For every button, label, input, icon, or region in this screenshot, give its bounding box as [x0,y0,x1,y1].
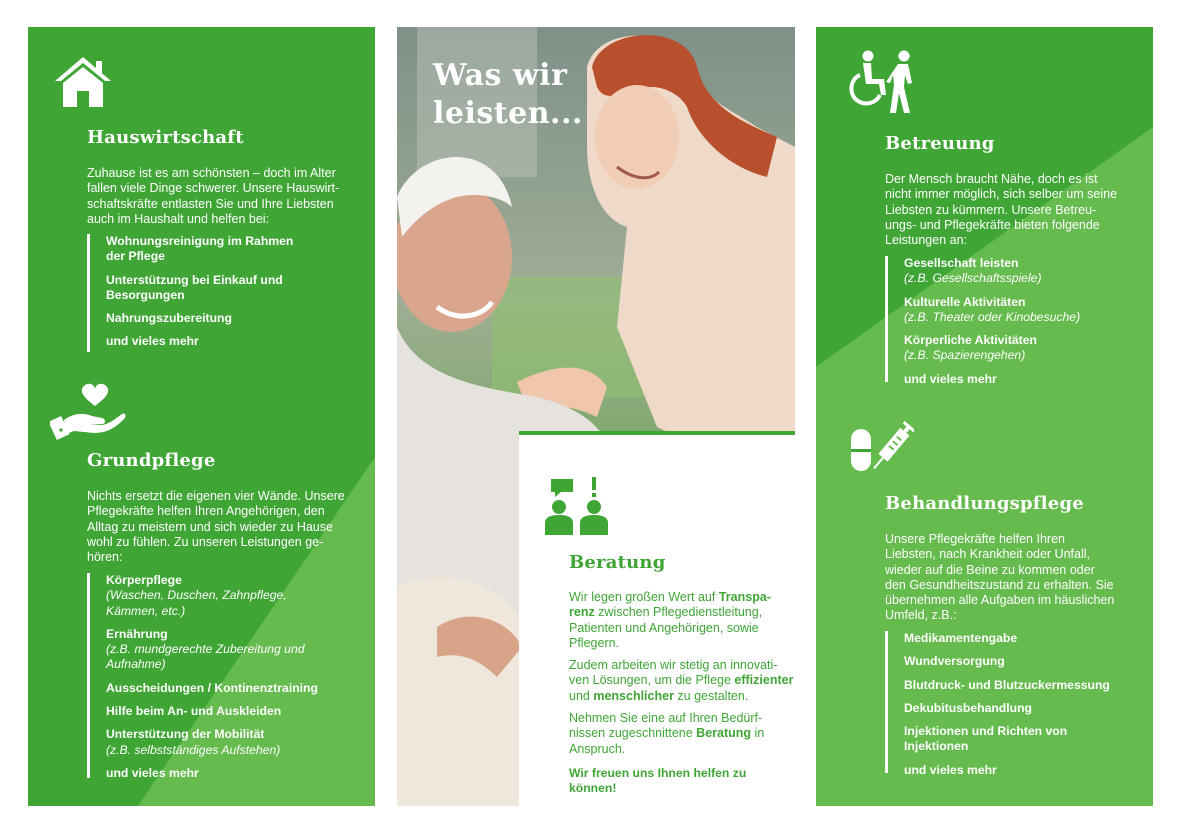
hauswirtschaft-text: Zuhause ist es am schönsten – doch im Alter fallen viele Dinge schwerer. Unsere Hauswirt- schaftskräfte entlasten Sie und Ihre Liebsten auch im Haushalt und helfen bei: [87,166,340,226]
list-item: Injektionen und Richten von Injektionen [904,724,1068,754]
house-icon [53,55,113,109]
right-panel [816,27,1153,806]
betreuung-text: Der Mensch braucht Nähe, doch es ist nicht immer möglich, sich selber um seine Liebsten zu kümmern. Unsere Betreu- ungs- und Pflegekräfte bieten folgende Leistungen an: [885,172,1118,248]
list-item: Nahrungszubereitung [106,311,232,326]
beratung-box [519,431,795,806]
pill-syringe-icon [850,417,914,479]
list-item: Blutdruck- und Blutzuckermessung [904,677,1110,692]
behandlungspflege-list [885,631,1147,777]
beratung-title: Beratung [569,552,666,573]
list-item: Ernährung (z.B. mundgerechte Zubereitung und Aufnahme) [106,626,305,672]
list-item: Hilfe beim An- und Auskleiden [106,704,282,719]
list-item: Körperliche Aktivitäten (z.B. Spazierengehen) [904,333,1037,363]
grundpflege-text: Nichts ersetzt die eigenen vier Wände. Unsere Pflegekräfte helfen Ihren Angehörigen, den Alltag zu meistern und sich wieder zu Hause wohl zu fühlen. Zu unseren Leistungen ge- hören: [87,489,345,565]
list-item: Unterstützung der Mobilität (z.B. selbstständiges Aufstehen) [106,727,281,757]
list-item: Ausscheidungen / Kontinenztraining [106,680,318,695]
left-panel [28,27,375,806]
consultation-icon [541,477,613,535]
hauswirtschaft-title: Hauswirtschaft [87,127,244,148]
list-tail: und vieles mehr [904,762,997,777]
beratung-paragraph-1: Wir legen großen Wert auf Transpa- renz zwischen Pflegedienstleitung, Patienten und Angehörigen, sowie Pflegern. [569,590,771,650]
list-item: Gesellschaft leisten (z.B. Gesellschaftsspiele) [904,256,1042,286]
beratung-paragraph-2: Zudem arbeiten wir stetig an innovati- ven Lösungen, um die Pflege effizienter und menschlicher zu gestalten. [569,658,794,703]
hauswirtschaft-list [87,234,347,352]
behandlungspflege-title: Behandlungspflege [885,493,1084,514]
betreuung-list [885,256,1135,386]
list-item: Wundversorgung [904,654,1005,669]
list-tail: und vieles mehr [904,371,997,386]
list-item: Medikamentengabe [904,631,1018,645]
middle-panel [397,27,795,806]
beratung-closing: Wir freuen uns Ihnen helfen zu können! [569,766,747,796]
list-tail: und vieles mehr [106,765,199,780]
list-item: Wohnungsreinigung im Rahmen der Pflege [106,234,294,264]
list-tail: und vieles mehr [106,334,199,349]
list-item: Körperpflege (Waschen, Duschen, Zahnpflege, Kämmen, etc.) [106,573,287,618]
betreuung-title: Betreuung [885,133,995,154]
list-item: Kulturelle Aktivitäten (z.B. Theater oder Kinobesuche) [904,294,1081,324]
grundpflege-title: Grundpflege [87,450,216,471]
beratung-paragraph-3: Nehmen Sie eine auf Ihren Bedürf- nissen zugeschnittene Beratung in Anspruch. [569,711,765,756]
photo-title: Was wir leisten... [433,58,583,131]
heart-hand-icon [50,382,126,440]
list-item: Unterstützung bei Einkauf und Besorgungen [106,272,283,302]
list-item: Dekubitusbehandlung [904,700,1032,715]
behandlungspflege-text: Unsere Pflegekräfte helfen Ihren Liebsten, nach Krankheit oder Unfall, wieder auf die Beine zu kommen oder den Gesundheitszustand zu erhalten. Sie übernehmen alle Aufgaben im häuslichen Umfeld, z.B.: [885,532,1115,623]
grundpflege-list [87,573,357,778]
wheelchair-companion-icon [842,49,918,115]
